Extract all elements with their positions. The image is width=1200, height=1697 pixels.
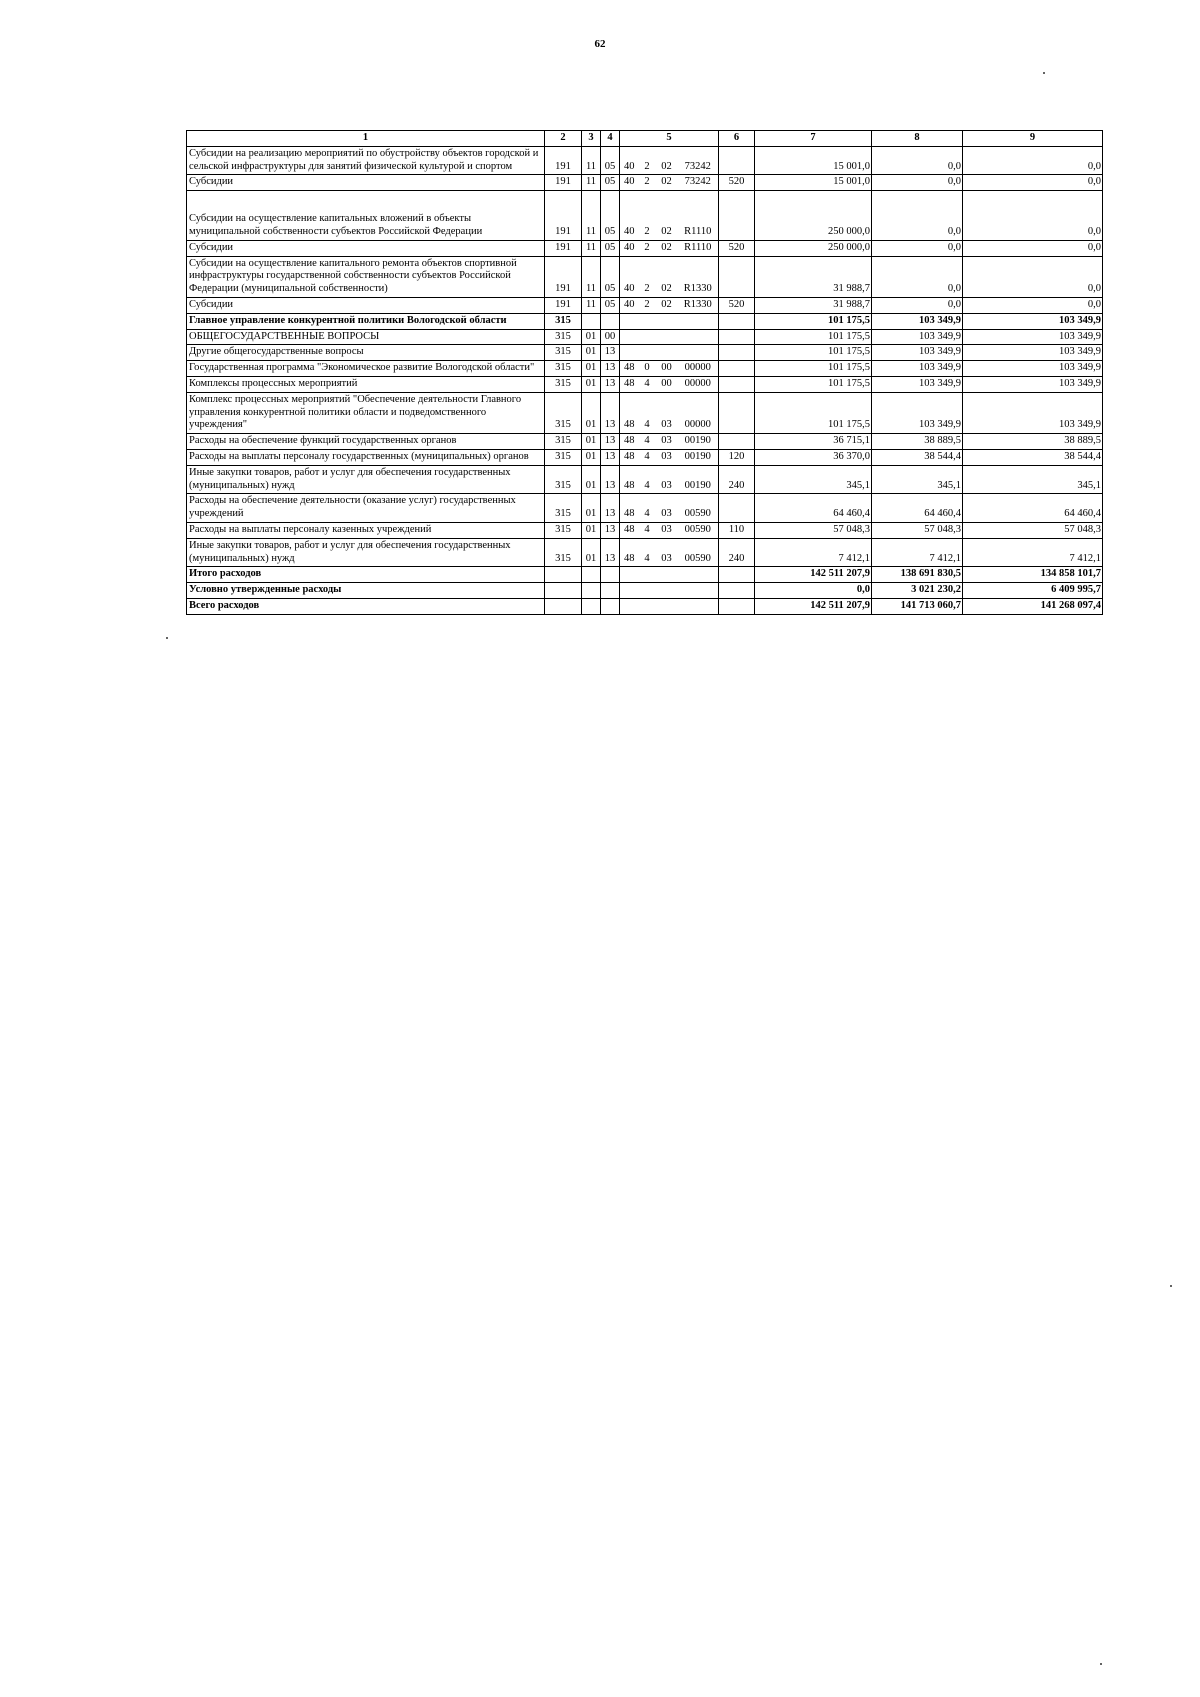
cell-expense-type: 240 — [719, 465, 755, 494]
cell-subsection — [601, 583, 620, 599]
cell-subprogram-code: 2 — [639, 191, 656, 241]
cell-event-code — [656, 598, 678, 614]
cell-event-code: 02 — [656, 191, 678, 241]
cell-program-code: 48 — [620, 376, 639, 392]
header-col-8: 8 — [872, 131, 963, 147]
cell-amount-year-1: 345,1 — [755, 465, 872, 494]
cell-amount-year-3: 0,0 — [963, 175, 1103, 191]
cell-amount-year-3: 57 048,3 — [963, 522, 1103, 538]
cell-section: 01 — [582, 345, 601, 361]
cell-ministry-code: 315 — [545, 434, 582, 450]
cell-program-code: 48 — [620, 434, 639, 450]
cell-section: 01 — [582, 392, 601, 433]
cell-amount-year-3: 0,0 — [963, 297, 1103, 313]
cell-ministry-code: 315 — [545, 494, 582, 523]
cell-amount-year-1: 101 175,5 — [755, 361, 872, 377]
cell-expense-type: 520 — [719, 240, 755, 256]
row-description: Государственная программа "Экономическое развитие Вологодской области" — [187, 361, 545, 377]
cell-program-code — [620, 329, 639, 345]
cell-amount-year-3: 103 349,9 — [963, 376, 1103, 392]
cell-program-code: 40 — [620, 146, 639, 175]
table-row — [187, 538, 1103, 567]
cell-direction-code: 00190 — [678, 449, 719, 465]
cell-direction-code: 00590 — [678, 538, 719, 567]
cell-event-code: 03 — [656, 538, 678, 567]
cell-amount-year-2: 7 412,1 — [872, 538, 963, 567]
cell-expense-type — [719, 598, 755, 614]
cell-subprogram-code: 4 — [639, 376, 656, 392]
cell-ministry-code — [545, 598, 582, 614]
cell-subsection: 13 — [601, 465, 620, 494]
row-description: Иные закупки товаров, работ и услуг для обеспечения государственных (муниципальных) нужд — [187, 538, 545, 567]
cell-program-code: 48 — [620, 361, 639, 377]
table-row — [187, 297, 1103, 313]
cell-program-code: 48 — [620, 538, 639, 567]
cell-amount-year-2: 103 349,9 — [872, 329, 963, 345]
cell-amount-year-2: 64 460,4 — [872, 494, 963, 523]
cell-program-code: 40 — [620, 297, 639, 313]
cell-amount-year-3: 103 349,9 — [963, 313, 1103, 329]
cell-amount-year-1: 101 175,5 — [755, 376, 872, 392]
row-description: Расходы на обеспечение функций государственных органов — [187, 434, 545, 450]
table-row — [187, 256, 1103, 297]
cell-amount-year-2: 3 021 230,2 — [872, 583, 963, 599]
cell-amount-year-1: 101 175,5 — [755, 345, 872, 361]
cell-amount-year-2: 0,0 — [872, 175, 963, 191]
row-description: Комплекс процессных мероприятий "Обеспечение деятельности Главного управления конкурентной политики области и подведомственного учреждения" — [187, 392, 545, 433]
cell-program-code: 48 — [620, 465, 639, 494]
table-row — [187, 567, 1103, 583]
cell-expense-type — [719, 392, 755, 433]
cell-event-code: 02 — [656, 175, 678, 191]
table-row — [187, 583, 1103, 599]
cell-amount-year-3: 0,0 — [963, 240, 1103, 256]
cell-direction-code — [678, 583, 719, 599]
cell-section: 01 — [582, 376, 601, 392]
cell-subprogram-code: 4 — [639, 465, 656, 494]
cell-subsection: 05 — [601, 175, 620, 191]
cell-subsection: 05 — [601, 256, 620, 297]
cell-ministry-code: 315 — [545, 329, 582, 345]
cell-ministry-code: 191 — [545, 191, 582, 241]
cell-section: 01 — [582, 465, 601, 494]
cell-amount-year-1: 250 000,0 — [755, 240, 872, 256]
cell-amount-year-1: 31 988,7 — [755, 256, 872, 297]
cell-subprogram-code — [639, 583, 656, 599]
cell-subprogram-code: 4 — [639, 434, 656, 450]
cell-section: 11 — [582, 297, 601, 313]
cell-event-code: 02 — [656, 240, 678, 256]
cell-event-code: 02 — [656, 146, 678, 175]
cell-program-code: 40 — [620, 175, 639, 191]
table-row — [187, 434, 1103, 450]
cell-expense-type: 120 — [719, 449, 755, 465]
cell-section: 11 — [582, 191, 601, 241]
cell-ministry-code: 191 — [545, 240, 582, 256]
cell-expense-type — [719, 583, 755, 599]
header-col-1: 1 — [187, 131, 545, 147]
row-description: Иные закупки товаров, работ и услуг для обеспечения государственных (муниципальных) нужд — [187, 465, 545, 494]
cell-amount-year-1: 64 460,4 — [755, 494, 872, 523]
cell-subsection: 13 — [601, 522, 620, 538]
cell-amount-year-2: 103 349,9 — [872, 392, 963, 433]
cell-amount-year-1: 36 370,0 — [755, 449, 872, 465]
cell-expense-type — [719, 146, 755, 175]
cell-event-code — [656, 329, 678, 345]
row-description: Комплексы процессных мероприятий — [187, 376, 545, 392]
cell-program-code — [620, 345, 639, 361]
cell-ministry-code: 191 — [545, 256, 582, 297]
cell-program-code — [620, 567, 639, 583]
row-description: Всего расходов — [187, 598, 545, 614]
cell-event-code: 00 — [656, 361, 678, 377]
cell-amount-year-3: 0,0 — [963, 146, 1103, 175]
cell-subprogram-code: 2 — [639, 297, 656, 313]
cell-subprogram-code: 2 — [639, 146, 656, 175]
cell-section: 11 — [582, 240, 601, 256]
header-col-9: 9 — [963, 131, 1103, 147]
cell-amount-year-2: 345,1 — [872, 465, 963, 494]
cell-program-code — [620, 583, 639, 599]
table-row — [187, 376, 1103, 392]
cell-event-code — [656, 583, 678, 599]
cell-amount-year-2: 103 349,9 — [872, 345, 963, 361]
cell-amount-year-2: 38 889,5 — [872, 434, 963, 450]
cell-event-code — [656, 313, 678, 329]
cell-subprogram-code: 4 — [639, 522, 656, 538]
cell-amount-year-1: 250 000,0 — [755, 191, 872, 241]
cell-section — [582, 598, 601, 614]
cell-expense-type — [719, 345, 755, 361]
budget-expenditure-table — [186, 130, 1103, 615]
cell-direction-code: 00190 — [678, 465, 719, 494]
table-row — [187, 494, 1103, 523]
cell-event-code: 03 — [656, 449, 678, 465]
cell-subsection — [601, 567, 620, 583]
cell-section: 01 — [582, 538, 601, 567]
cell-amount-year-3: 38 889,5 — [963, 434, 1103, 450]
row-description: Субсидии — [187, 297, 545, 313]
cell-amount-year-1: 15 001,0 — [755, 175, 872, 191]
cell-subsection — [601, 313, 620, 329]
cell-direction-code — [678, 567, 719, 583]
cell-amount-year-3: 134 858 101,7 — [963, 567, 1103, 583]
cell-subprogram-code — [639, 329, 656, 345]
cell-expense-type: 240 — [719, 538, 755, 567]
cell-subsection: 13 — [601, 434, 620, 450]
cell-amount-year-3: 0,0 — [963, 256, 1103, 297]
cell-amount-year-3: 345,1 — [963, 465, 1103, 494]
cell-amount-year-1: 142 511 207,9 — [755, 598, 872, 614]
table-row — [187, 392, 1103, 433]
page-number: 62 — [594, 38, 606, 50]
cell-amount-year-3: 7 412,1 — [963, 538, 1103, 567]
cell-event-code — [656, 345, 678, 361]
cell-amount-year-1: 101 175,5 — [755, 392, 872, 433]
cell-section: 01 — [582, 522, 601, 538]
cell-ministry-code: 315 — [545, 538, 582, 567]
cell-expense-type — [719, 494, 755, 523]
row-description: Условно утвержденные расходы — [187, 583, 545, 599]
cell-amount-year-3: 6 409 995,7 — [963, 583, 1103, 599]
cell-subprogram-code — [639, 567, 656, 583]
cell-amount-year-2: 0,0 — [872, 240, 963, 256]
cell-section — [582, 583, 601, 599]
cell-amount-year-2: 38 544,4 — [872, 449, 963, 465]
cell-direction-code: 00590 — [678, 522, 719, 538]
cell-direction-code: 00190 — [678, 434, 719, 450]
cell-section: 01 — [582, 434, 601, 450]
header-col-3: 3 — [582, 131, 601, 147]
cell-subsection: 13 — [601, 449, 620, 465]
cell-amount-year-3: 38 544,4 — [963, 449, 1103, 465]
cell-amount-year-3: 103 349,9 — [963, 329, 1103, 345]
cell-ministry-code — [545, 583, 582, 599]
row-description: Субсидии — [187, 240, 545, 256]
cell-program-code — [620, 598, 639, 614]
cell-amount-year-2: 0,0 — [872, 297, 963, 313]
cell-program-code: 40 — [620, 256, 639, 297]
cell-amount-year-2: 0,0 — [872, 191, 963, 241]
header-col-2: 2 — [545, 131, 582, 147]
cell-direction-code — [678, 329, 719, 345]
cell-section — [582, 567, 601, 583]
cell-event-code: 02 — [656, 297, 678, 313]
cell-subsection — [601, 598, 620, 614]
cell-amount-year-1: 101 175,5 — [755, 313, 872, 329]
cell-subsection: 13 — [601, 494, 620, 523]
row-description: Субсидии на осуществление капитальных вложений в объекты муниципальной собственности субъектов Российской Федерации — [187, 191, 545, 241]
cell-program-code: 40 — [620, 240, 639, 256]
table-row — [187, 329, 1103, 345]
cell-section — [582, 313, 601, 329]
cell-direction-code: R1330 — [678, 297, 719, 313]
table-row — [187, 345, 1103, 361]
table-header-row — [187, 131, 1103, 147]
cell-expense-type — [719, 567, 755, 583]
cell-subprogram-code: 4 — [639, 494, 656, 523]
cell-subsection: 05 — [601, 191, 620, 241]
cell-subprogram-code: 0 — [639, 361, 656, 377]
cell-ministry-code: 315 — [545, 522, 582, 538]
cell-amount-year-2: 141 713 060,7 — [872, 598, 963, 614]
cell-ministry-code: 315 — [545, 313, 582, 329]
cell-amount-year-3: 103 349,9 — [963, 392, 1103, 433]
header-col-5: 5 — [620, 131, 719, 147]
table-row — [187, 361, 1103, 377]
cell-amount-year-1: 31 988,7 — [755, 297, 872, 313]
cell-section: 11 — [582, 146, 601, 175]
cell-ministry-code: 191 — [545, 175, 582, 191]
cell-direction-code: 73242 — [678, 146, 719, 175]
cell-program-code: 40 — [620, 191, 639, 241]
cell-subsection: 05 — [601, 146, 620, 175]
cell-direction-code: 00000 — [678, 376, 719, 392]
cell-ministry-code: 315 — [545, 465, 582, 494]
cell-program-code: 48 — [620, 392, 639, 433]
cell-ministry-code — [545, 567, 582, 583]
cell-expense-type — [719, 313, 755, 329]
cell-amount-year-1: 15 001,0 — [755, 146, 872, 175]
cell-section: 01 — [582, 361, 601, 377]
header-col-6: 6 — [719, 131, 755, 147]
cell-subprogram-code — [639, 598, 656, 614]
cell-expense-type — [719, 376, 755, 392]
cell-amount-year-3: 64 460,4 — [963, 494, 1103, 523]
cell-expense-type: 520 — [719, 175, 755, 191]
cell-section: 01 — [582, 494, 601, 523]
cell-amount-year-2: 103 349,9 — [872, 376, 963, 392]
row-description: Субсидии — [187, 175, 545, 191]
table-row — [187, 240, 1103, 256]
cell-ministry-code: 315 — [545, 345, 582, 361]
cell-subsection: 13 — [601, 376, 620, 392]
cell-amount-year-1: 57 048,3 — [755, 522, 872, 538]
cell-ministry-code: 191 — [545, 297, 582, 313]
table-row — [187, 313, 1103, 329]
cell-amount-year-3: 103 349,9 — [963, 361, 1103, 377]
cell-section: 11 — [582, 175, 601, 191]
cell-direction-code: 00000 — [678, 361, 719, 377]
table-row — [187, 146, 1103, 175]
cell-ministry-code: 315 — [545, 392, 582, 433]
cell-expense-type: 520 — [719, 297, 755, 313]
cell-amount-year-3: 0,0 — [963, 191, 1103, 241]
cell-amount-year-1: 142 511 207,9 — [755, 567, 872, 583]
cell-subprogram-code: 2 — [639, 175, 656, 191]
row-description: Расходы на обеспечение деятельности (оказание услуг) государственных учреждений — [187, 494, 545, 523]
cell-section: 11 — [582, 256, 601, 297]
cell-direction-code: R1330 — [678, 256, 719, 297]
cell-amount-year-2: 57 048,3 — [872, 522, 963, 538]
cell-expense-type: 110 — [719, 522, 755, 538]
cell-subsection: 13 — [601, 345, 620, 361]
cell-subprogram-code: 4 — [639, 392, 656, 433]
cell-direction-code: R1110 — [678, 191, 719, 241]
cell-subsection: 05 — [601, 297, 620, 313]
cell-program-code — [620, 313, 639, 329]
cell-amount-year-1: 36 715,1 — [755, 434, 872, 450]
cell-amount-year-3: 103 349,9 — [963, 345, 1103, 361]
table-row — [187, 522, 1103, 538]
table-row — [187, 598, 1103, 614]
cell-direction-code — [678, 345, 719, 361]
header-col-4: 4 — [601, 131, 620, 147]
cell-subprogram-code: 2 — [639, 240, 656, 256]
cell-subsection: 13 — [601, 392, 620, 433]
cell-subsection: 05 — [601, 240, 620, 256]
row-description: Субсидии на осуществление капитального ремонта объектов спортивной инфраструктуры государственной собственности субъектов Российской Федерации (муниципальной собственности) — [187, 256, 545, 297]
cell-event-code: 03 — [656, 522, 678, 538]
row-description: Субсидии на реализацию мероприятий по обустройству объектов городской и сельской инфраструктуры для занятий физической культурой и спортом — [187, 146, 545, 175]
scan-speck — [166, 637, 168, 639]
cell-section: 01 — [582, 449, 601, 465]
scan-speck — [1170, 1285, 1172, 1287]
table-row — [187, 191, 1103, 241]
cell-program-code: 48 — [620, 494, 639, 523]
scan-speck — [1043, 72, 1045, 74]
row-description: Расходы на выплаты персоналу казенных учреждений — [187, 522, 545, 538]
cell-ministry-code: 315 — [545, 449, 582, 465]
cell-ministry-code: 191 — [545, 146, 582, 175]
cell-direction-code: 73242 — [678, 175, 719, 191]
cell-event-code: 03 — [656, 465, 678, 494]
cell-amount-year-2: 103 349,9 — [872, 313, 963, 329]
cell-program-code: 48 — [620, 449, 639, 465]
cell-amount-year-1: 7 412,1 — [755, 538, 872, 567]
cell-section: 01 — [582, 329, 601, 345]
table-row — [187, 449, 1103, 465]
cell-event-code: 03 — [656, 494, 678, 523]
row-description: ОБЩЕГОСУДАРСТВЕННЫЕ ВОПРОСЫ — [187, 329, 545, 345]
table-row — [187, 465, 1103, 494]
cell-expense-type — [719, 434, 755, 450]
cell-expense-type — [719, 361, 755, 377]
cell-subprogram-code — [639, 313, 656, 329]
cell-direction-code — [678, 313, 719, 329]
cell-event-code: 03 — [656, 392, 678, 433]
row-description: Расходы на выплаты персоналу государственных (муниципальных) органов — [187, 449, 545, 465]
table-row — [187, 175, 1103, 191]
cell-expense-type — [719, 191, 755, 241]
row-description: Главное управление конкурентной политики Вологодской области — [187, 313, 545, 329]
cell-amount-year-1: 0,0 — [755, 583, 872, 599]
cell-direction-code: 00000 — [678, 392, 719, 433]
row-description: Итого расходов — [187, 567, 545, 583]
cell-ministry-code: 315 — [545, 376, 582, 392]
cell-amount-year-2: 138 691 830,5 — [872, 567, 963, 583]
row-description: Другие общегосударственные вопросы — [187, 345, 545, 361]
cell-amount-year-1: 101 175,5 — [755, 329, 872, 345]
cell-event-code — [656, 567, 678, 583]
cell-event-code: 03 — [656, 434, 678, 450]
cell-subprogram-code: 4 — [639, 538, 656, 567]
header-col-7: 7 — [755, 131, 872, 147]
cell-amount-year-2: 0,0 — [872, 146, 963, 175]
cell-event-code: 02 — [656, 256, 678, 297]
scan-speck — [1100, 1663, 1102, 1665]
cell-amount-year-3: 141 268 097,4 — [963, 598, 1103, 614]
cell-event-code: 00 — [656, 376, 678, 392]
cell-expense-type — [719, 329, 755, 345]
cell-subprogram-code — [639, 345, 656, 361]
cell-amount-year-2: 0,0 — [872, 256, 963, 297]
cell-subprogram-code: 4 — [639, 449, 656, 465]
cell-direction-code — [678, 598, 719, 614]
cell-ministry-code: 315 — [545, 361, 582, 377]
cell-expense-type — [719, 256, 755, 297]
cell-direction-code: 00590 — [678, 494, 719, 523]
cell-subsection: 13 — [601, 538, 620, 567]
cell-program-code: 48 — [620, 522, 639, 538]
cell-subprogram-code: 2 — [639, 256, 656, 297]
cell-subsection: 00 — [601, 329, 620, 345]
cell-subsection: 13 — [601, 361, 620, 377]
cell-amount-year-2: 103 349,9 — [872, 361, 963, 377]
cell-direction-code: R1110 — [678, 240, 719, 256]
